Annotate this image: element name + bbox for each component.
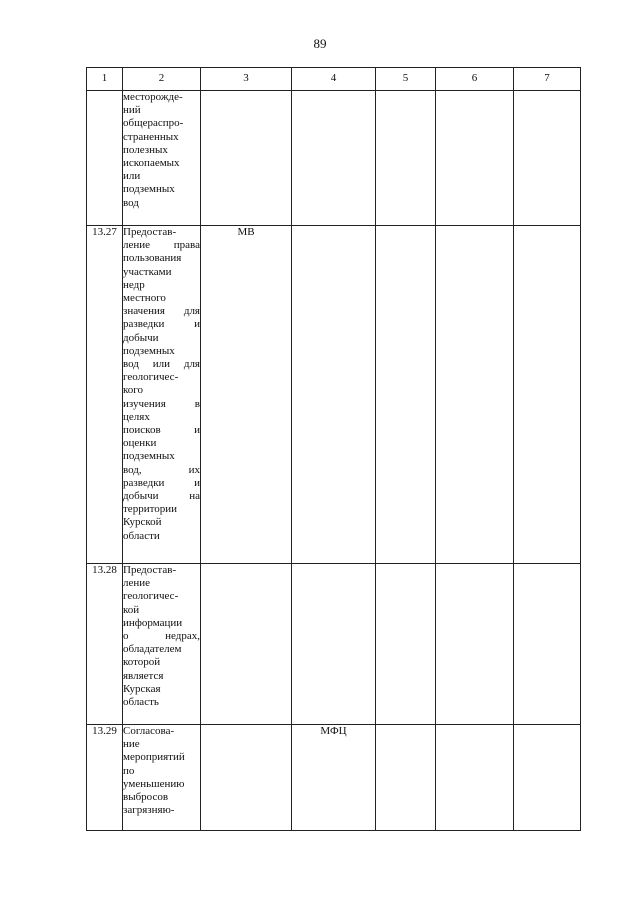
cell-col-4 [292, 564, 376, 725]
service-name-line: уменьшению [123, 777, 185, 790]
cell-col-5 [376, 564, 436, 725]
cell-col-7 [514, 226, 581, 564]
service-name-line: или [123, 170, 141, 183]
service-name-line: страненных [123, 130, 179, 143]
cell-col-3 [201, 725, 292, 831]
cell-col-5 [376, 226, 436, 564]
service-name-line: мероприятий [123, 751, 185, 764]
service-name-line: загрязняю- [123, 804, 175, 817]
service-name-line: полезных [123, 143, 168, 156]
service-name-line: вод [123, 196, 139, 209]
cell-col-4: МФЦ [292, 725, 376, 831]
service-name-line: о недрах, [123, 630, 200, 643]
service-name-line: по [123, 764, 135, 777]
table-row [87, 564, 581, 725]
service-name-line: ископаемых [123, 157, 180, 170]
service-name-line: Предостав- [123, 564, 177, 576]
cell-col-6 [436, 91, 514, 226]
service-name [123, 91, 201, 226]
service-name-line: недр [123, 278, 145, 291]
service-name-line: является [123, 669, 164, 682]
header-col-3: 3 [201, 68, 292, 91]
header-col-7: 7 [514, 68, 581, 91]
cell-col-5 [376, 725, 436, 831]
cell-col-7 [514, 91, 581, 226]
services-table [86, 67, 581, 831]
table-row [87, 226, 581, 564]
service-name-line: добычи [123, 331, 159, 344]
service-name [123, 564, 201, 725]
cell-col-7 [514, 725, 581, 831]
service-name-line: пользования [123, 252, 182, 265]
row-number [87, 91, 123, 226]
header-col-4: 4 [292, 68, 376, 91]
header-col-5: 5 [376, 68, 436, 91]
service-name-line: выбросов [123, 791, 169, 804]
service-name-line: значения для [123, 305, 200, 318]
cell-col-6 [436, 226, 514, 564]
service-name-line: подземных [123, 183, 175, 196]
table-row [87, 91, 581, 226]
table-body [87, 91, 581, 831]
cell-col-3 [201, 564, 292, 725]
service-name-line: участками [123, 265, 172, 278]
header-row [87, 68, 581, 91]
service-name-line: подземных [123, 344, 175, 357]
service-name-line: добычи на [123, 490, 200, 503]
cell-col-4 [292, 91, 376, 226]
service-name-line: области [123, 529, 160, 542]
service-name-line: ление права [123, 239, 200, 252]
table-row [87, 725, 581, 831]
service-name-line: изучения в [123, 397, 200, 410]
service-name-line: ний [123, 104, 141, 117]
service-name-line: общераспро- [123, 117, 184, 130]
service-name-line: ление [123, 577, 151, 590]
service-name-line: разведки и [123, 476, 200, 489]
header-col-6: 6 [436, 68, 514, 91]
cell-col-7 [514, 564, 581, 725]
header-col-2: 2 [123, 68, 201, 91]
service-name-line: вод, их [123, 463, 200, 476]
service-name-line: информации [123, 616, 183, 629]
service-name-line: Предостав- [123, 226, 177, 238]
service-name-line: область [123, 696, 159, 709]
service-name-line: кой [123, 603, 140, 616]
service-name-line: разведки и [123, 318, 200, 331]
cell-col-6 [436, 564, 514, 725]
cell-col-3 [201, 91, 292, 226]
cell-col-4 [292, 226, 376, 564]
header-col-1: 1 [87, 68, 123, 91]
service-name-line: оценки [123, 437, 157, 450]
service-name-line: Курской [123, 516, 162, 529]
service-name-line: целях [123, 410, 150, 423]
service-name-line: местного [123, 292, 166, 305]
service-name-line: Согласова- [123, 725, 175, 737]
row-number: 13.28 [87, 564, 123, 725]
service-name-line: геологичес- [123, 590, 179, 603]
service-name-line: кого [123, 384, 144, 397]
service-name-line: ние [123, 738, 140, 751]
service-name-line: территории [123, 503, 178, 516]
cell-col-3: МВ [201, 226, 292, 564]
service-name-line: подземных [123, 450, 175, 463]
service-name-line: которой [123, 656, 161, 669]
service-name-line: Курская [123, 682, 161, 695]
row-number: 13.27 [87, 226, 123, 564]
service-name-line: обладателем [123, 643, 182, 656]
service-name-line: поисков и [123, 424, 200, 437]
service-name [123, 226, 201, 564]
service-name-line: вод или для [123, 358, 200, 371]
service-name-line: геологичес- [123, 371, 179, 384]
service-name [123, 725, 201, 831]
row-number: 13.29 [87, 725, 123, 831]
service-name-line: месторожде- [123, 91, 183, 103]
cell-col-6 [436, 725, 514, 831]
page-number: 89 [313, 36, 327, 51]
cell-col-5 [376, 91, 436, 226]
